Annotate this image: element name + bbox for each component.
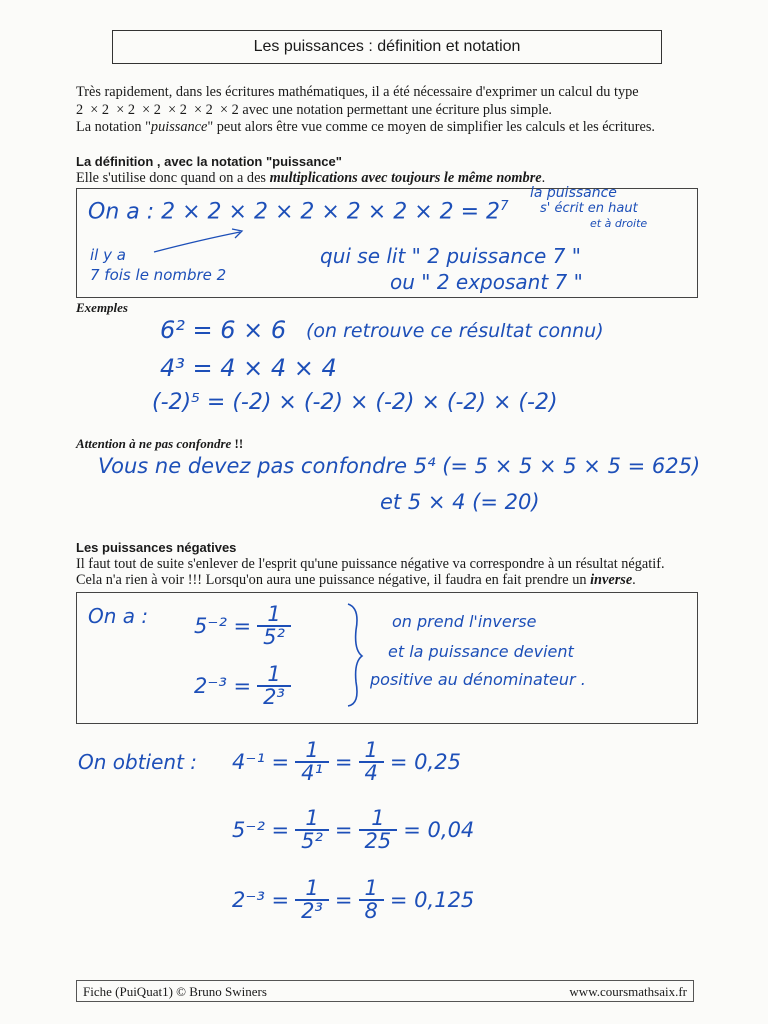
intro-puissance-word: puissance — [150, 119, 208, 135]
hw-res1-frac-a — [295, 740, 329, 784]
hw-negative-note-2: et la puissance devient — [388, 642, 574, 661]
hw-res1-n1: 1 — [305, 738, 319, 762]
negative-line-1: Il faut tout de suite s'enlever de l'esprit qu'une puissance négative va correspondre à un résultat négatif. — [76, 556, 665, 572]
hw-res1-n2: 1 — [364, 738, 378, 762]
hw-result-row-3 — [232, 878, 474, 922]
hw-res3-d1: 2³ — [295, 899, 329, 922]
hw-result-row-1 — [232, 740, 461, 784]
page-title-text: Les puissances : définition et notation — [253, 38, 521, 55]
definition-line-c: . — [541, 170, 546, 186]
hw-res3-eq: = — [334, 887, 353, 912]
hw-neg2-lhs: 2⁻³ = — [194, 673, 252, 698]
hw-res1-d2: 4 — [359, 761, 384, 784]
footer-credit: Fiche (PuiQuat1) © Bruno Swiners — [83, 984, 267, 999]
hw-definition-product: On a : 2 × 2 × 2 × 2 × 2 × 2 × 2 = 2 — [88, 199, 501, 225]
hw-arrow-icon — [150, 226, 250, 256]
negative-line-2-a: Cela n'a rien à voir !!! Lorsqu'on aura une puissance négative, il faudra en fait prendre un — [76, 572, 591, 588]
hw-result-row-2 — [232, 808, 474, 852]
hw-res2-result: = 0,04 — [403, 817, 475, 842]
hw-example-1-note: (on retrouve ce résultat connu) — [306, 320, 604, 342]
negative-line-2-c: . — [632, 572, 636, 588]
hw-neg1-num: 1 — [267, 602, 281, 626]
intro-paragraph — [76, 84, 716, 137]
hw-definition-exponent: 7 — [500, 199, 509, 214]
hw-attention-1: Vous ne devez pas confondre 5⁴ (= 5 × 5 × 5 × 5 = 625) — [98, 454, 701, 478]
hw-read-exposant: ou " 2 exposant 7 " — [390, 270, 583, 294]
negative-box — [76, 592, 698, 724]
hw-res2-d2: 25 — [359, 829, 398, 852]
hw-on-a: On a : — [88, 604, 149, 628]
hw-on-obtient: On obtient : — [78, 750, 198, 774]
page-title — [112, 30, 662, 64]
hw-note-ecrit: s' écrit en haut — [540, 201, 638, 216]
definition-line — [76, 170, 545, 187]
intro-line-3 — [76, 119, 716, 137]
footer-website: www.coursmathsaix.fr — [569, 984, 687, 999]
examples-label: Exemples — [76, 300, 128, 315]
hw-res2-n1: 1 — [305, 806, 319, 830]
hw-res2-d1: 5² — [295, 829, 329, 852]
intro-line-3-a: La notation " — [76, 119, 151, 135]
hw-res2-n2: 1 — [371, 806, 385, 830]
hw-example-1: 6² = 6 × 6 — [160, 316, 287, 344]
attention-label — [76, 436, 243, 452]
hw-neg1-fraction — [257, 604, 291, 648]
hw-res1-lhs: 4⁻¹ = — [232, 749, 290, 774]
hw-res3-d2: 8 — [359, 899, 384, 922]
footer — [76, 980, 694, 1002]
hw-res1-d1: 4¹ — [295, 761, 329, 784]
hw-res2-lhs: 5⁻² = — [232, 817, 290, 842]
hw-definition-main — [88, 200, 508, 223]
hw-neg2-fraction — [257, 664, 291, 708]
intro-line-3-c: " peut alors être vue comme ce moyen de simplifier les calculs et les écritures. — [207, 119, 655, 135]
intro-line-1: Très rapidement, dans les écritures mathématiques, il a été nécessaire d'exprimer un calcul du type — [76, 84, 639, 100]
hw-res1-result: = 0,25 — [389, 749, 461, 774]
hw-res1-eq: = — [334, 749, 353, 774]
hw-example-3: (-2)⁵ = (-2) × (-2) × (-2) × (-2) × (-2) — [152, 390, 558, 415]
definition-heading: La définition , avec la notation "puissance" — [76, 154, 342, 169]
attention-label-text: Attention à ne pas confondre — [76, 436, 232, 451]
hw-read-puissance: qui se lit " 2 puissance 7 " — [320, 244, 581, 268]
hw-res2-frac-b — [359, 808, 398, 852]
negative-line-2 — [76, 572, 636, 589]
hw-il-y-a: il y a — [90, 246, 126, 264]
hw-res1-frac-b — [359, 740, 384, 784]
attention-excl: !! — [231, 436, 244, 451]
hw-res3-frac-a — [295, 878, 329, 922]
hw-note-droite: et à droite — [590, 217, 648, 230]
intro-product: 2 × 2 × 2 × 2 × 2 × 2 × 2 — [76, 101, 239, 118]
definition-line-a: Elle s'utilise donc quand on a des — [76, 170, 270, 186]
hw-attention-2: et 5 × 4 (= 20) — [380, 490, 540, 514]
intro-line-2-rest: avec une notation permettant une écriture plus simple. — [242, 101, 553, 118]
hw-neg1-den: 5² — [257, 625, 291, 648]
hw-note-puissance: la puissance — [530, 185, 617, 201]
hw-res3-lhs: 2⁻³ = — [232, 887, 290, 912]
hw-neg2-num: 1 — [267, 662, 281, 686]
hw-res3-frac-b — [359, 878, 384, 922]
hw-res3-n1: 1 — [305, 876, 319, 900]
hw-brace-icon — [344, 600, 368, 710]
hw-negative-note-3: positive au dénominateur . — [370, 670, 586, 689]
negative-heading: Les puissances négatives — [76, 540, 237, 555]
intro-line-2 — [76, 102, 716, 120]
hw-negative-note-1: on prend l'inverse — [392, 612, 537, 631]
hw-negative-row-1 — [194, 604, 297, 648]
hw-example-2: 4³ = 4 × 4 × 4 — [160, 354, 337, 382]
hw-neg2-den: 2³ — [257, 685, 291, 708]
hw-neg1-lhs: 5⁻² = — [194, 613, 252, 638]
hw-res2-frac-a — [295, 808, 329, 852]
hw-negative-row-2 — [194, 664, 297, 708]
hw-res3-result: = 0,125 — [389, 887, 475, 912]
hw-res3-n2: 1 — [364, 876, 378, 900]
negative-inverse-word: inverse — [590, 572, 633, 588]
hw-sept-fois: 7 fois le nombre 2 — [90, 266, 227, 284]
hw-res2-eq: = — [334, 817, 353, 842]
definition-line-emphasis: multiplications avec toujours le même nombre — [269, 170, 542, 186]
